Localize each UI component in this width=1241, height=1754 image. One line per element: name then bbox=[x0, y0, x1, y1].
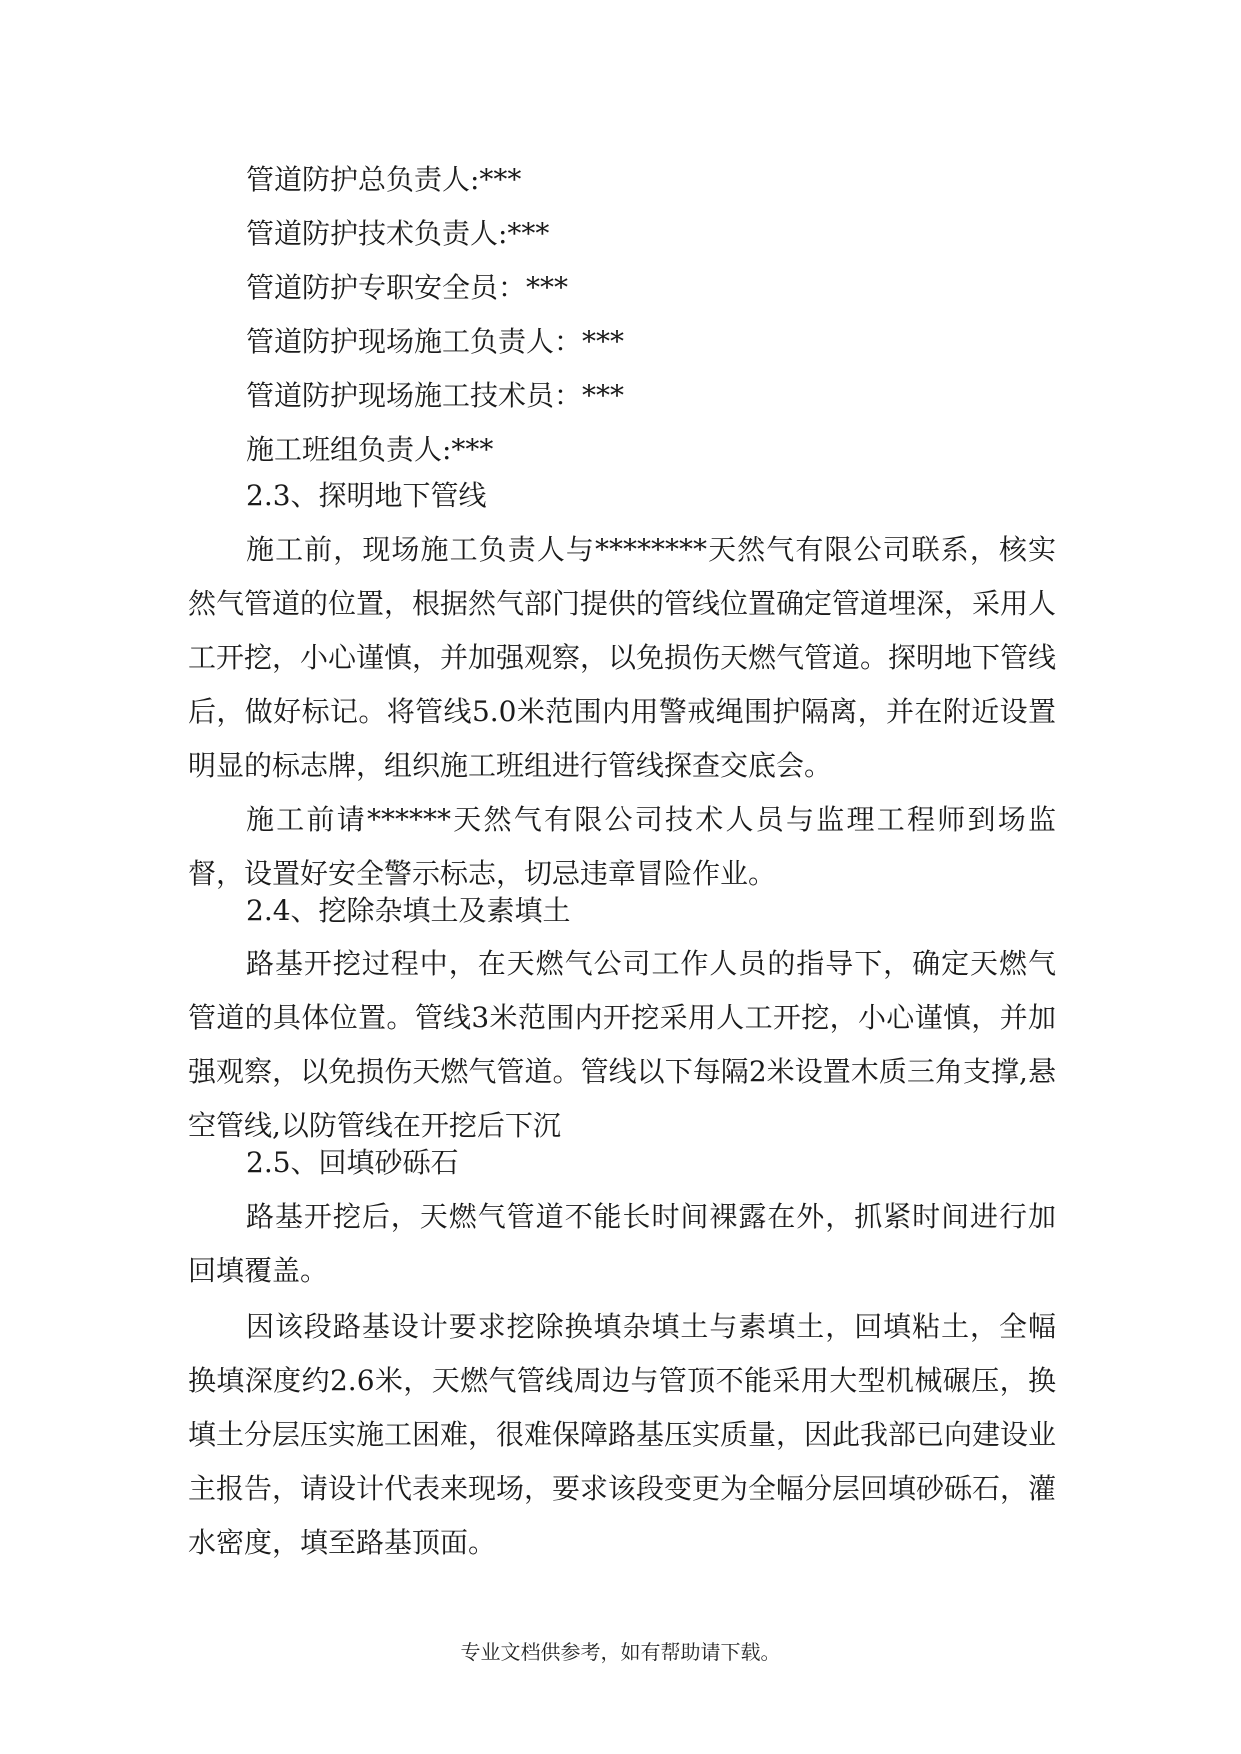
role-site-construction-chief: 管道防护现场施工负责人：*** bbox=[246, 325, 625, 358]
section-2-5-paragraph-1: 路基开挖后，天燃气管道不能长时间裸露在外，抓紧时间进行加回填覆盖。 bbox=[188, 1200, 1056, 1287]
role-pipeline-chief: 管道防护总负责人:*** bbox=[246, 163, 522, 196]
section-2-4-paragraph-1: 路基开挖过程中，在天燃气公司工作人员的指导下，确定天燃气管道的具体位置。管线3米范围内开挖采用人工开挖，小心谨慎，并加强观察，以免损伤天燃气管道。管线以下每隔2米设置木质三角支撑,悬空管线,以防管线在开挖后下沉 bbox=[188, 947, 1056, 1142]
section-2-5-paragraph-2: 因该段路基设计要求挖除换填杂填土与素填土，回填粘土，全幅换填深度约2.6米，天燃气管线周边与管顶不能采用大型机械碾压，换填土分层压实施工困难，很难保障路基压实质量，因此我部已向建设业主报告，请设计代表来现场，要求该段变更为全幅分层回填砂砾石，灌水密度，填至路基顶面。 bbox=[188, 1310, 1057, 1559]
role-safety-officer: 管道防护专职安全员：*** bbox=[246, 271, 569, 304]
section-2-3-paragraph-1: 施工前，现场施工负责人与********天然气有限公司联系，核实然气管道的位置，根据然气部门提供的管线位置确定管道埋深，采用人工开挖，小心谨慎，并加强观察，以免损伤天燃气管道。探明地下管线后，做好标记。将管线5.0米范围内用警戒绳围护隔离，并在附近设置明显的标志牌，组织施工班组进行管线探查交底会。 bbox=[188, 533, 1057, 782]
role-site-technician: 管道防护现场施工技术员：*** bbox=[246, 379, 625, 412]
role-technical-chief: 管道防护技术负责人:*** bbox=[246, 217, 550, 250]
section-2-3-paragraph-2: 施工前请******天然气有限公司技术人员与监理工程师到场监督，设置好安全警示标志，切忌违章冒险作业。 bbox=[188, 803, 1056, 890]
section-heading-2-4: 2.4、挖除杂填土及素填土 bbox=[246, 894, 571, 927]
section-heading-2-3: 2.3、探明地下管线 bbox=[246, 479, 487, 512]
role-team-leader: 施工班组负责人:*** bbox=[246, 433, 494, 466]
section-heading-2-5: 2.5、回填砂砾石 bbox=[246, 1146, 459, 1179]
page-footer: 专业文档供参考，如有帮助请下载。 bbox=[460, 1640, 781, 1664]
